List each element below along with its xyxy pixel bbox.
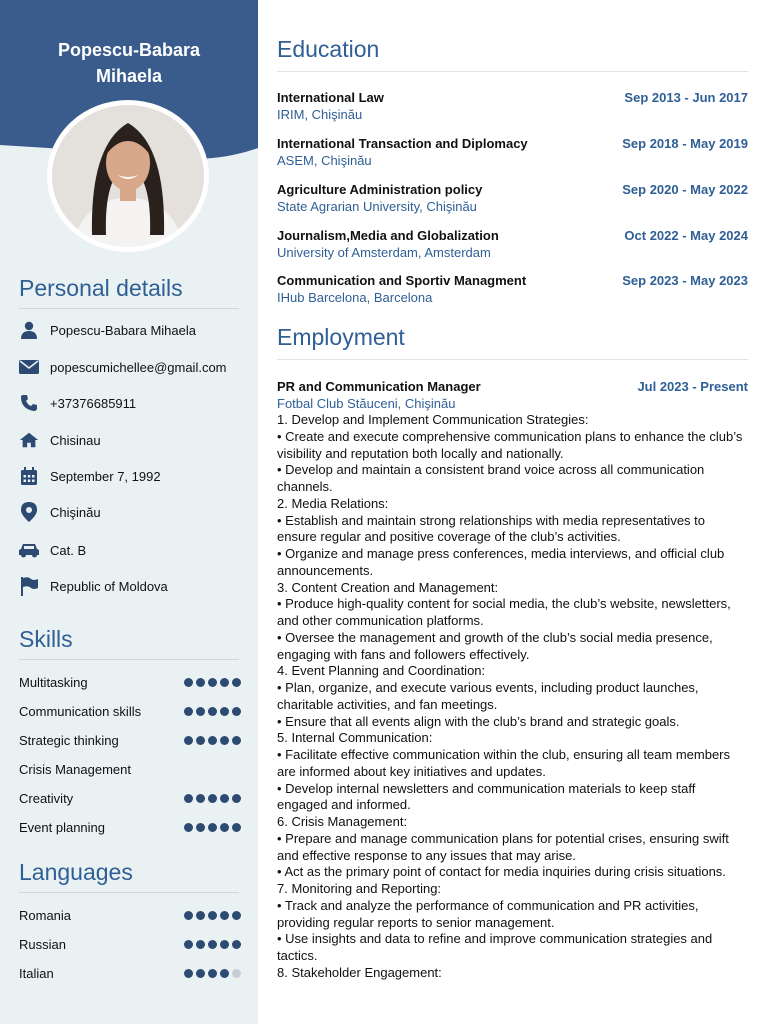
language-level-dot <box>232 969 241 978</box>
skill-row <box>19 760 241 778</box>
personal-country-row <box>19 574 168 598</box>
skill-level-dot <box>196 707 205 716</box>
skill-level-dots <box>184 678 241 687</box>
personal-city-text: Chisinau <box>50 432 101 448</box>
education-degree: Agriculture Administration policy <box>277 182 483 197</box>
personal-details-title: Personal details <box>19 275 239 309</box>
job-description-line: 2. Media Relations: <box>277 495 389 511</box>
job-description-line: • Prepare and manage communication plans for potential crises, ensuring swift and effective response to any issues that may arise. <box>277 830 729 863</box>
language-level-dot <box>232 940 241 949</box>
name-line-2: Mihaela <box>95 66 163 86</box>
skill-name: Communication skills <box>19 703 142 719</box>
skill-level-dot <box>232 707 241 716</box>
skill-row <box>19 702 241 720</box>
skills-title: Skills <box>19 626 239 660</box>
personal-place-row <box>19 500 101 524</box>
job-description-line: • Create and execute comprehensive communication plans to enhance the club’s visibility and reputation both locally and nationally. <box>277 428 743 461</box>
language-row <box>19 964 241 982</box>
job-description-line: 3. Content Creation and Management: <box>277 579 499 595</box>
language-level-dots <box>184 911 241 920</box>
skill-level-dot <box>184 678 193 687</box>
personal-phone-text: +37376685911 <box>50 395 137 411</box>
education-entry <box>277 181 748 215</box>
flag-icon <box>19 576 39 596</box>
education-date: Sep 2020 - May 2022 <box>622 182 748 197</box>
skill-level-dot <box>184 794 193 803</box>
skill-level-dot <box>196 678 205 687</box>
job-company: Fotbal Club Stăuceni, Chişinău <box>277 396 456 411</box>
skill-level-dots <box>184 736 241 745</box>
language-row <box>19 935 241 953</box>
personal-phone-row <box>19 391 136 415</box>
skill-level-dot <box>220 823 229 832</box>
car-icon <box>19 540 39 560</box>
job-position: PR and Communication Manager <box>277 379 481 394</box>
language-level-dot <box>220 940 229 949</box>
language-level-dots <box>184 940 241 949</box>
language-level-dot <box>232 911 241 920</box>
job-description-line: • Track and analyze the performance of communication and PR activities, providing regular reports to senior management. <box>277 897 699 930</box>
education-date: Sep 2023 - May 2023 <box>622 273 748 288</box>
profile-name <box>0 37 258 89</box>
location-pin-icon <box>19 502 39 522</box>
skill-level-dot <box>232 678 241 687</box>
personal-email-text: popescumichellee@gmail.com <box>50 359 227 375</box>
language-level-dot <box>220 969 229 978</box>
skill-row <box>19 731 241 749</box>
education-school: State Agrarian University, Chişinău <box>277 199 477 214</box>
person-icon <box>19 320 39 340</box>
education-entry <box>277 89 748 123</box>
skill-level-dot <box>220 678 229 687</box>
job-description-line: • Organize and manage press conferences, media interviews, and official club announcements. <box>277 546 725 578</box>
language-level-dots <box>184 969 241 978</box>
job-description-line: • Produce high-quality content for social media, the club’s website, newsletters, and other communication platforms. <box>277 596 731 628</box>
job-description-line: • Act as the primary point of contact for media inquiries during crisis situations. <box>277 864 726 880</box>
language-level-dot <box>196 940 205 949</box>
skill-level-dot <box>208 794 217 803</box>
language-name: Russian <box>19 936 66 952</box>
education-entry <box>277 227 748 261</box>
language-level-dot <box>208 940 217 949</box>
language-level-dot <box>184 969 193 978</box>
education-degree: International Transaction and Diplomacy <box>277 136 528 151</box>
skill-level-dot <box>208 678 217 687</box>
skill-level-dots <box>184 707 241 716</box>
skill-row <box>19 818 241 836</box>
job-description-line: 1. Develop and Implement Communication Strategies: <box>277 412 589 427</box>
skill-level-dot <box>196 736 205 745</box>
education-school: IRIM, Chişinău <box>277 107 363 122</box>
skill-level-dot <box>184 736 193 745</box>
skill-level-dot <box>184 823 193 832</box>
language-level-dot <box>208 969 217 978</box>
job-entry <box>277 378 748 982</box>
calendar-icon <box>19 466 39 486</box>
sidebar <box>0 0 258 1024</box>
job-description-line: • Develop internal newsletters and communication materials to keep staff engaged and informed. <box>277 780 696 813</box>
job-description-line: 8. Stakeholder Engagement: <box>277 964 442 980</box>
skill-level-dot <box>232 736 241 745</box>
job-date: Jul 2023 - Present <box>637 379 748 394</box>
skill-level-dots <box>184 823 241 832</box>
name-line-1: Popescu-Babara <box>57 40 201 60</box>
personal-country-text: Republic of Moldova <box>50 578 168 594</box>
skill-level-dot <box>208 823 217 832</box>
skill-name: Crisis Management <box>19 761 131 777</box>
skill-level-dot <box>184 707 193 716</box>
personal-birthdate-text: September 7, 1992 <box>50 468 161 484</box>
skill-name: Strategic thinking <box>19 732 119 748</box>
skill-name: Multitasking <box>19 674 88 690</box>
language-level-dot <box>196 911 205 920</box>
portrait-image <box>52 105 204 247</box>
personal-birthdate-row <box>19 464 161 488</box>
job-description-line: • Establish and maintain strong relationships with media representatives to ensure regular and positive coverage of the club’s activities. <box>277 512 705 545</box>
personal-email-row <box>19 355 227 379</box>
language-row <box>19 906 241 924</box>
language-level-dot <box>220 911 229 920</box>
education-entry <box>277 135 748 169</box>
skill-level-dot <box>232 823 241 832</box>
job-description-line: 5. Internal Communication: <box>277 730 433 746</box>
job-description-line: • Facilitate effective communication within the club, ensuring all team members are informed about key initiatives and updates. <box>277 747 731 779</box>
job-description-line: 7. Monitoring and Reporting: <box>277 881 442 896</box>
language-level-dot <box>196 969 205 978</box>
education-degree: International Law <box>277 90 384 105</box>
personal-license-text: Cat. B <box>50 542 87 558</box>
personal-name-row <box>19 318 196 342</box>
skill-row <box>19 673 241 691</box>
personal-name-text: Popescu-Babara Mihaela <box>50 322 196 338</box>
personal-city-row <box>19 428 101 452</box>
language-name: Romania <box>19 907 72 923</box>
education-title: Education <box>277 36 748 72</box>
job-description-line: • Ensure that all events align with the club’s brand and strategic goals. <box>277 713 680 729</box>
skill-level-dot <box>232 794 241 803</box>
education-date: Oct 2022 - May 2024 <box>624 228 748 243</box>
job-description-line: • Plan, organize, and execute various events, including product launches, charitable activities, and fan meetings. <box>277 680 699 712</box>
skill-name: Creativity <box>19 790 74 806</box>
job-description-line: • Oversee the management and growth of the club’s social media presence, engaging with fans and followers effectively. <box>277 629 713 662</box>
languages-title: Languages <box>19 859 239 893</box>
language-level-dot <box>184 911 193 920</box>
job-description-line: 6. Crisis Management: <box>277 814 408 829</box>
skill-level-dot <box>196 794 205 803</box>
envelope-icon <box>19 357 39 377</box>
education-date: Sep 2018 - May 2019 <box>622 136 748 151</box>
home-icon <box>19 430 39 450</box>
skill-level-dot <box>208 736 217 745</box>
personal-license-row <box>19 538 86 562</box>
language-level-dot <box>208 911 217 920</box>
skill-level-dot <box>220 736 229 745</box>
personal-place-text: Chişinău <box>50 504 101 520</box>
education-school: IHub Barcelona, Barcelona <box>277 290 433 305</box>
language-level-dot <box>184 940 193 949</box>
education-date: Sep 2013 - Jun 2017 <box>624 90 748 105</box>
job-description-line: 4. Event Planning and Coordination: <box>277 663 486 679</box>
skill-level-dots <box>184 794 241 803</box>
employment-title: Employment <box>277 324 748 360</box>
skill-row <box>19 789 241 807</box>
education-entry <box>277 272 748 306</box>
skill-name: Event planning <box>19 819 106 835</box>
language-name: Italian <box>19 965 54 981</box>
skill-level-dot <box>220 707 229 716</box>
skill-level-dot <box>208 707 217 716</box>
job-description-line: • Develop and maintain a consistent brand voice across all communication channels. <box>277 462 705 494</box>
phone-icon <box>19 393 39 413</box>
profile-photo <box>47 100 209 252</box>
education-school: University of Amsterdam, Amsterdam <box>277 245 491 260</box>
education-degree: Journalism,Media and Globalization <box>277 228 499 243</box>
job-description-line: • Use insights and data to refine and improve communication strategies and tactics. <box>277 931 713 963</box>
job-description <box>277 412 748 982</box>
skill-level-dot <box>196 823 205 832</box>
education-degree: Communication and Sportiv Managment <box>277 273 527 288</box>
skill-level-dot <box>220 794 229 803</box>
education-school: ASEM, Chişinău <box>277 153 372 168</box>
